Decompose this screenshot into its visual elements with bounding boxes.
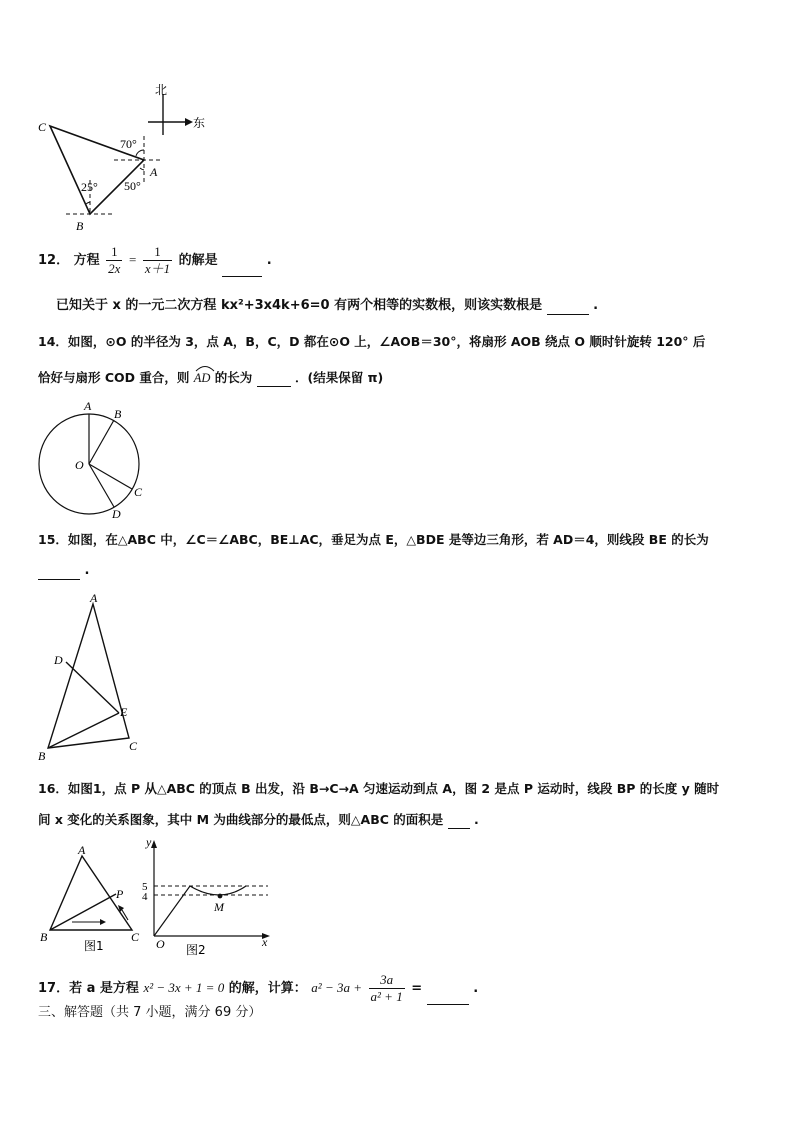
- fig2-tick-4: 4: [142, 891, 148, 903]
- fig1-point-b: B: [40, 930, 48, 944]
- question-15-line-1: 15．如图，在△ABC 中，∠C＝∠ABC，BE⊥AC，垂足为点 E，△BDE 是等边三角形，若 AD＝4，则线段 BE 的长为: [38, 532, 709, 547]
- q15-answer-blank[interactable]: [38, 565, 80, 580]
- point-b-label: B: [76, 219, 84, 233]
- q12-lead: 方程: [73, 253, 100, 268]
- q12-fraction-1: [106, 244, 122, 277]
- angle-25-label: 25°: [81, 180, 98, 194]
- q13-text: 已知关于 x 的一元二次方程 kx²+3x4k+6=0 有两个相等的实数根，则该实数根是: [56, 298, 543, 313]
- question-14-line-1: 14．如图，⊙O 的半径为 3，点 A，B，C，D 都在⊙O 上，∠AOB＝30°，将扇形 AOB 绕点 O 顺时针旋转 120° 后: [38, 334, 706, 349]
- q15-end: .: [84, 563, 90, 578]
- question-13: [56, 297, 598, 315]
- q12-tail: 的解是: [178, 253, 218, 268]
- q12-f2-num: 1: [143, 244, 172, 261]
- fig2-point-m: M: [214, 900, 224, 914]
- q16-answer-blank[interactable]: [448, 814, 470, 829]
- point-c-label: C: [38, 120, 47, 134]
- q12-fraction-2: [143, 244, 172, 277]
- question-16-line-1: 16．如图1，点 P 从△ABC 的顶点 B 出发，沿 B→C→A 匀速运动到点 A，图 2 是点 P 运动时，线段 BP 的长度 y 随时: [38, 781, 720, 796]
- q12-f2-den: x＋1: [144, 261, 171, 276]
- q12-f1-num: 1: [106, 244, 122, 261]
- figure-q16-fig1: [36, 840, 148, 956]
- question-14-line-2: [38, 369, 383, 387]
- tri-point-e: E: [120, 705, 128, 719]
- fig1-point-c: C: [131, 930, 140, 944]
- circle-center-o: O: [75, 458, 84, 472]
- q17-fraction: [369, 972, 405, 1005]
- q17-tail: =: [411, 981, 423, 996]
- q17-expression: a² − 3a +: [311, 980, 362, 995]
- figure-q11-triangle: [30, 80, 220, 240]
- q14-line2-c: ．(结果保留 π): [295, 370, 384, 385]
- q12-end: .: [266, 253, 272, 268]
- q13-end: .: [593, 298, 599, 313]
- q17-end: .: [473, 981, 479, 996]
- q14-line2-b: 的长为: [214, 370, 253, 385]
- q17-answer-blank[interactable]: [427, 990, 469, 1005]
- tri-point-b: B: [38, 749, 46, 763]
- q16-line2: 间 x 变化的关系图象，其中 M 为曲线部分的最低点，则△ABC 的面积是: [38, 812, 444, 827]
- q17-lead: 17．若 a 是方程: [38, 981, 139, 996]
- question-12: [38, 244, 272, 277]
- q12-answer-blank[interactable]: [222, 262, 262, 277]
- circle-point-d: D: [112, 507, 121, 520]
- q17-mid: 的解，计算：: [228, 981, 307, 996]
- q12-number: 12．: [38, 253, 70, 268]
- q16-end: .: [473, 812, 479, 827]
- fig2-tick-5: 5: [142, 881, 148, 893]
- figure-q15-triangle: [34, 590, 150, 766]
- circle-point-c: C: [134, 485, 143, 499]
- fig1-point-a: A: [78, 843, 86, 857]
- tri-point-d: D: [54, 653, 63, 667]
- q14-answer-blank[interactable]: [257, 372, 291, 387]
- angle-70-label: 70°: [120, 137, 137, 151]
- q13-answer-blank[interactable]: [547, 300, 589, 315]
- q17-f-num: 3a: [369, 972, 405, 989]
- section-3-heading: 三、解答题（共 7 小题，满分 69 分）: [38, 1005, 262, 1020]
- circle-point-b: B: [114, 407, 122, 421]
- east-label: 东: [193, 116, 206, 130]
- circle-point-a: A: [84, 399, 92, 413]
- q17-equation: x² − 3x + 1 = 0: [143, 980, 225, 995]
- fig2-x-label: x: [262, 935, 268, 949]
- question-17: [38, 972, 478, 1005]
- q14-arc-ad: [194, 369, 211, 387]
- arc-symbol-icon: [194, 364, 216, 372]
- fig1-point-p: P: [116, 887, 124, 901]
- question-15-line-2: [38, 562, 89, 580]
- q12-equals: =: [128, 252, 137, 267]
- figure-q16-fig2: [136, 836, 276, 960]
- north-label: 北: [155, 83, 168, 97]
- tri-point-c: C: [129, 739, 138, 753]
- fig1-caption: 图1: [84, 939, 104, 953]
- q17-f-den: a² + 1: [370, 989, 403, 1004]
- q14-arc-label: AD: [193, 371, 211, 385]
- fig2-caption: 图2: [186, 943, 206, 957]
- tri-point-a: A: [90, 591, 98, 605]
- q14-line2-a: 恰好与扇形 COD 重合，则: [38, 370, 190, 385]
- fig2-y-label: y: [146, 836, 152, 849]
- q12-f1-den: 2x: [108, 261, 121, 276]
- point-a-label: A: [150, 165, 158, 179]
- figure-q14-circle: [30, 396, 160, 520]
- angle-50-label: 50°: [124, 179, 141, 193]
- question-16-line-2: [38, 811, 479, 829]
- fig2-origin: O: [156, 937, 165, 951]
